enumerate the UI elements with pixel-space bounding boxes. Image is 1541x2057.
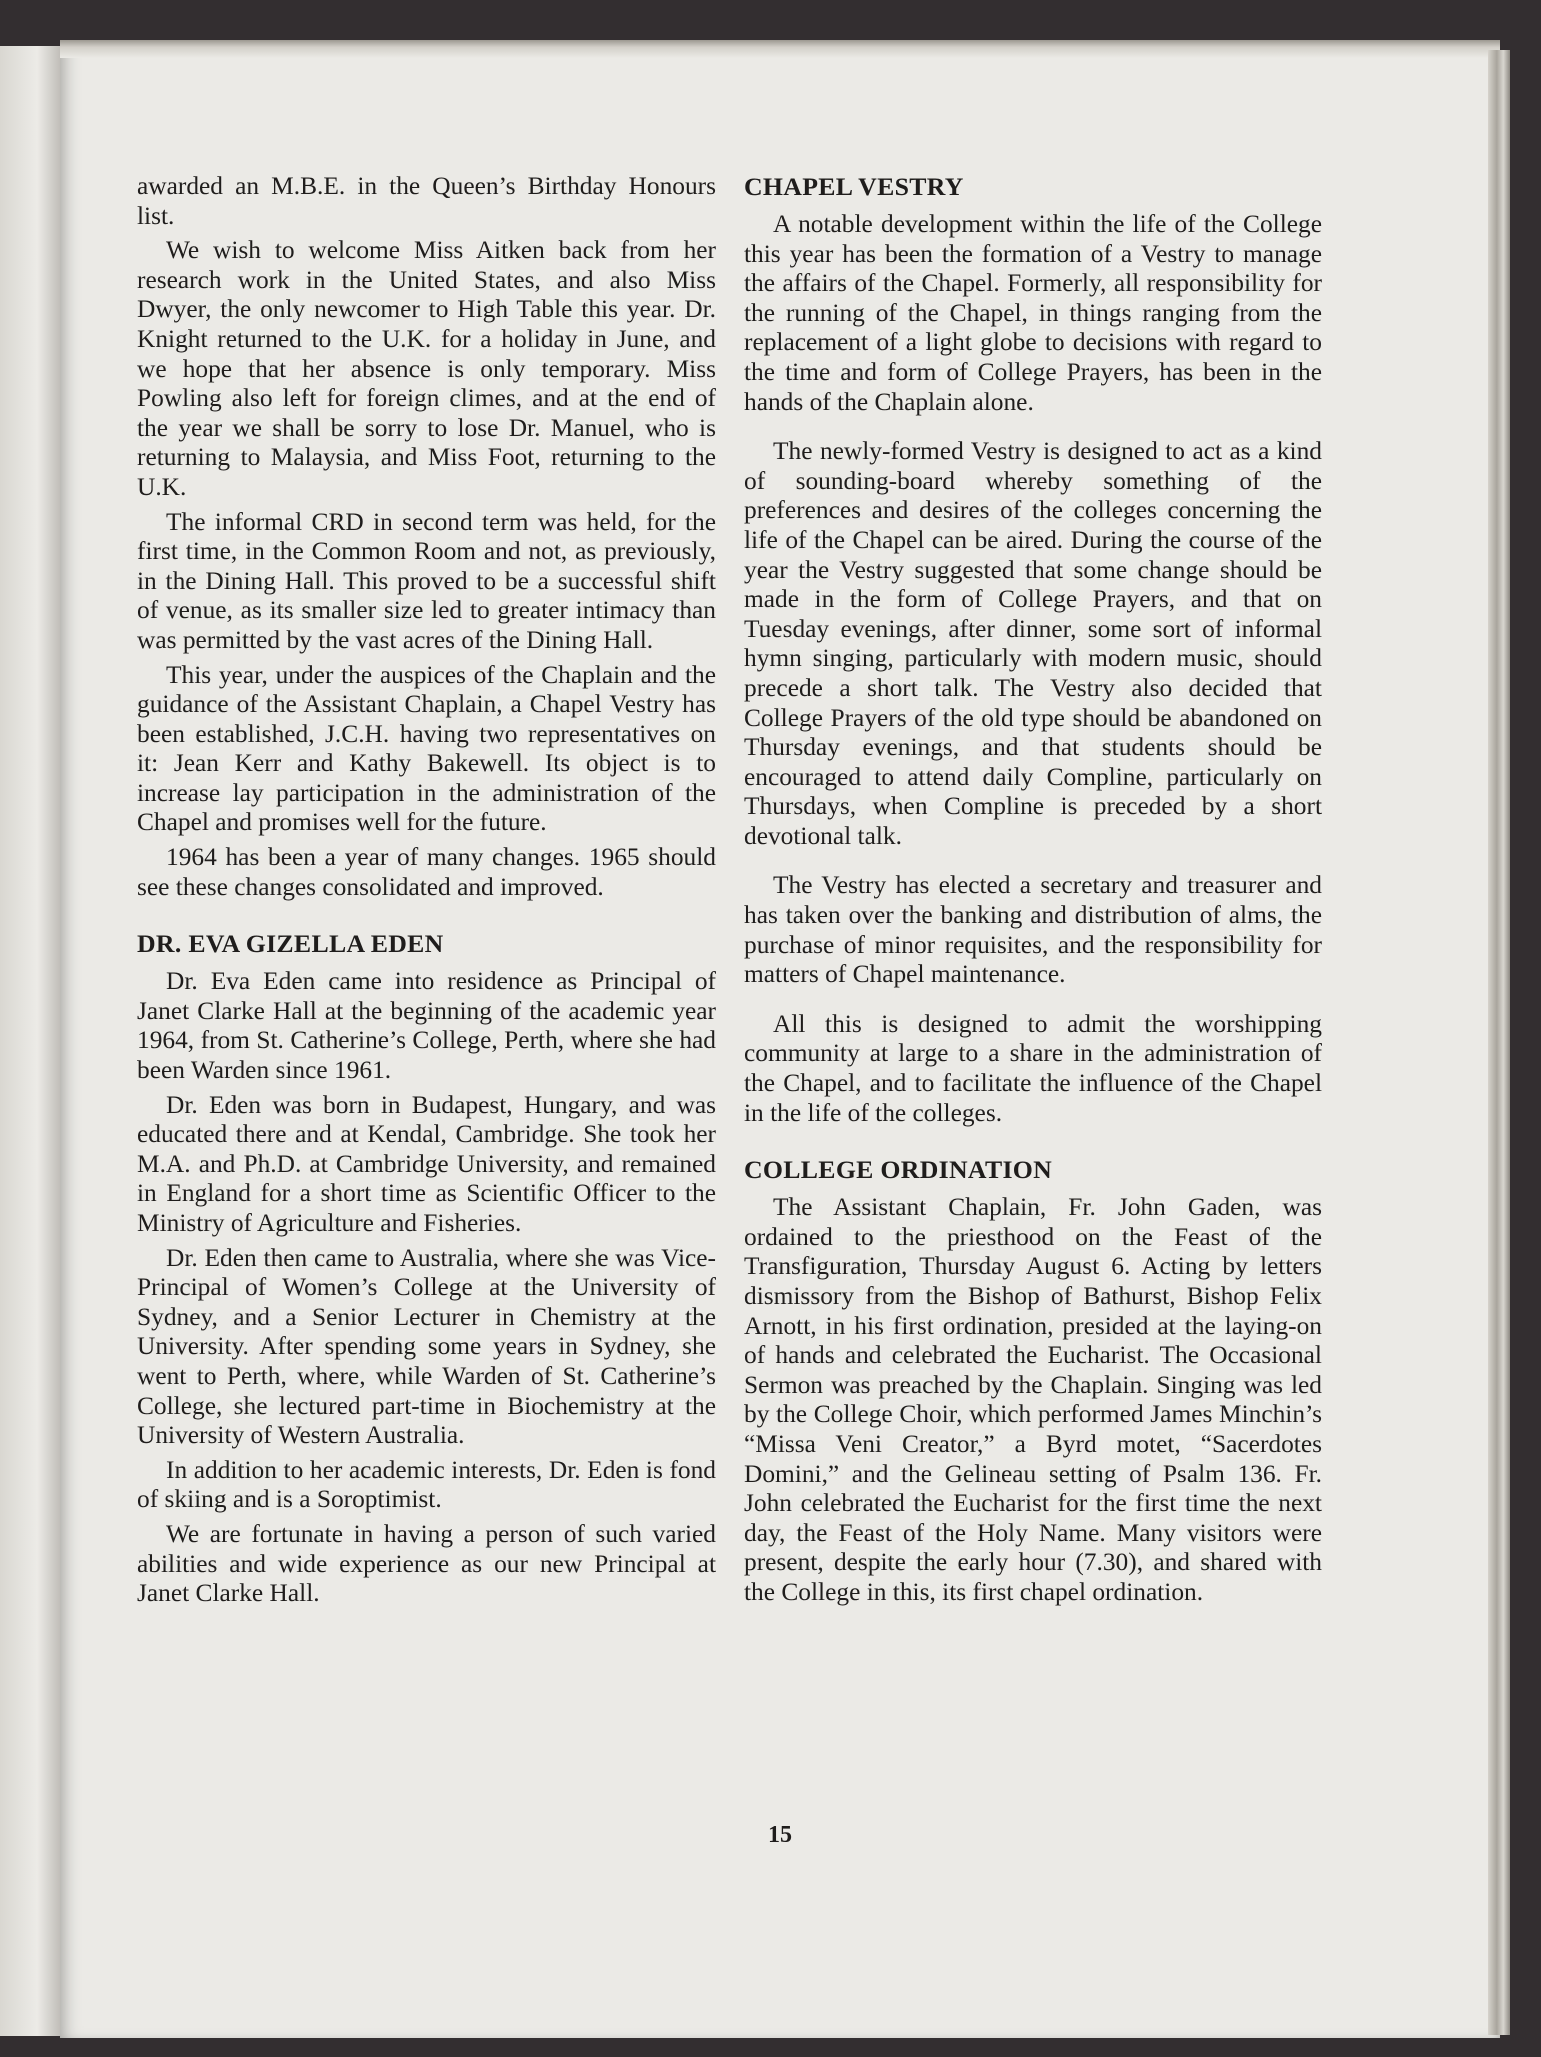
section-heading-ordination: COLLEGE ORDINATION xyxy=(744,1155,1053,1185)
paragraph: awarded an M.B.E. in the Queen’s Birthday Honours list. xyxy=(137,172,716,230)
page-top-edge xyxy=(60,40,1500,58)
paragraph: This year, under the auspices of the Chaplain and the guidance of the Assistant Chaplain, a Chapel Vestry has been established, J.C.H. having two representatives on it: Jean Kerr and Kathy Bakewell. Its object is to increase lay participation in the administration of the Chapel and promises well for the future. xyxy=(137,660,716,837)
paragraph: We are fortunate in having a person of such varied abilities and wide experience as our new Principal at Janet Clarke Hall. xyxy=(137,1519,716,1608)
page-stack-edge xyxy=(1488,50,1510,2035)
paragraph: The Assistant Chaplain, Fr. John Gaden, was ordained to the priesthood on the Feast of the Transfiguration, Thursday August 6. Acting by letters dismissory from the Bishop of Bathurst, Bishop Felix Arnott, in his first ordination, presided at the laying-on of hands and celebrated the Eucharist. The Occasional Sermon was preached by the Chaplain. Singing was led by the College Choir, which performed James Minchin’s “Missa Veni Creator,” a Byrd motet, “Sacerdotes Domini,” and the Gelineau setting of Psalm 136. Fr. John celebrated the Eucharist for the first time the next day, the Feast of the Holy Name. Many visitors were present, despite the early hour (7.30), and shared with the College in this, its first chapel ordination. xyxy=(744,1193,1322,1606)
paragraph: A notable development within the life of the College this year has been the formation of a Vestry to manage the affairs of the Chapel. Formerly, all responsibility for the running of the Chapel, in things ranging from the replacement of a light globe to decisions with regard to the time and form of College Prayers, has been in the hands of the Chaplain alone. xyxy=(744,210,1322,416)
paragraph: The informal CRD in second term was held, for the first time, in the Common Room and not, as previously, in the Dining Hall. This proved to be a successful shift of venue, as its smaller size led to greater intimacy than was permitted by the vast acres of the Dining Hall. xyxy=(137,507,716,654)
paragraph: In addition to her academic interests, Dr. Eden is fond of skiing and is a Soroptimist. xyxy=(137,1455,716,1514)
right-column xyxy=(744,172,1322,1613)
section-heading-eden: DR. EVA GIZELLA EDEN xyxy=(137,929,444,959)
paragraph: The Vestry has elected a secretary and treasurer and has taken over the banking and distribution of alms, the purchase of minor requisites, and the responsibility for matters of Chapel maintenance. xyxy=(744,871,1322,989)
previous-page-edge xyxy=(0,46,62,2036)
paragraph: We wish to welcome Miss Aitken back from her research work in the United States, and also Miss Dwyer, the only newcomer to High Table this year. Dr. Knight returned to the U.K. for a holiday in June, and we hope that her absence is only temporary. Miss Powling also left for foreign climes, and at the end of the year we shall be sorry to lose Dr. Manuel, who is returning to Malaysia, and Miss Foot, returning to the U.K. xyxy=(137,236,716,501)
page-number: 15 xyxy=(768,1822,792,1848)
paragraph: 1964 has been a year of many changes. 1965 should see these changes consolidated and improved. xyxy=(137,843,716,901)
paragraph: Dr. Eden was born in Budapest, Hungary, and was educated there and at Kendal, Cambridge. She took her M.A. and Ph.D. at Cambridge University, and remained in England for a short time as Scientific Officer to the Ministry of Agriculture and Fisheries. xyxy=(137,1090,716,1237)
paragraph: Dr. Eva Eden came into residence as Principal of Janet Clarke Hall at the beginning of the academic year 1964, from St. Catherine’s College, Perth, where she had been Warden since 1961. xyxy=(137,967,716,1085)
left-column xyxy=(137,172,716,1614)
section-heading-vestry: CHAPEL VESTRY xyxy=(744,172,964,201)
paragraph: The newly-formed Vestry is designed to act as a kind of sounding-board whereby something of the preferences and desires of the colleges concerning the life of the Chapel can be aired. During the course of the year the Vestry suggested that some change should be made in the form of College Prayers, and that on Tuesday evenings, after dinner, some sort of informal hymn singing, particularly with modern music, should precede a short talk. The Vestry also decided that College Prayers of the old type should be abandoned on Thursday evenings, and that students should be encouraged to attend daily Compline, particularly on Thursdays, when Compline is preceded by a short devotional talk. xyxy=(744,437,1322,850)
paragraph: Dr. Eden then came to Australia, where she was Vice-Principal of Women’s College at the University of Sydney, and a Senior Lecturer in Chemistry at the University. After spending some years in Sydney, she went to Perth, where, while Warden of St. Catherine’s College, she lectured part-time in Biochemistry at the University of Western Australia. xyxy=(137,1243,716,1450)
paragraph: All this is designed to admit the worshipping community at large to a share in the administration of the Chapel, and to facilitate the influence of the Chapel in the life of the colleges. xyxy=(744,1009,1322,1127)
